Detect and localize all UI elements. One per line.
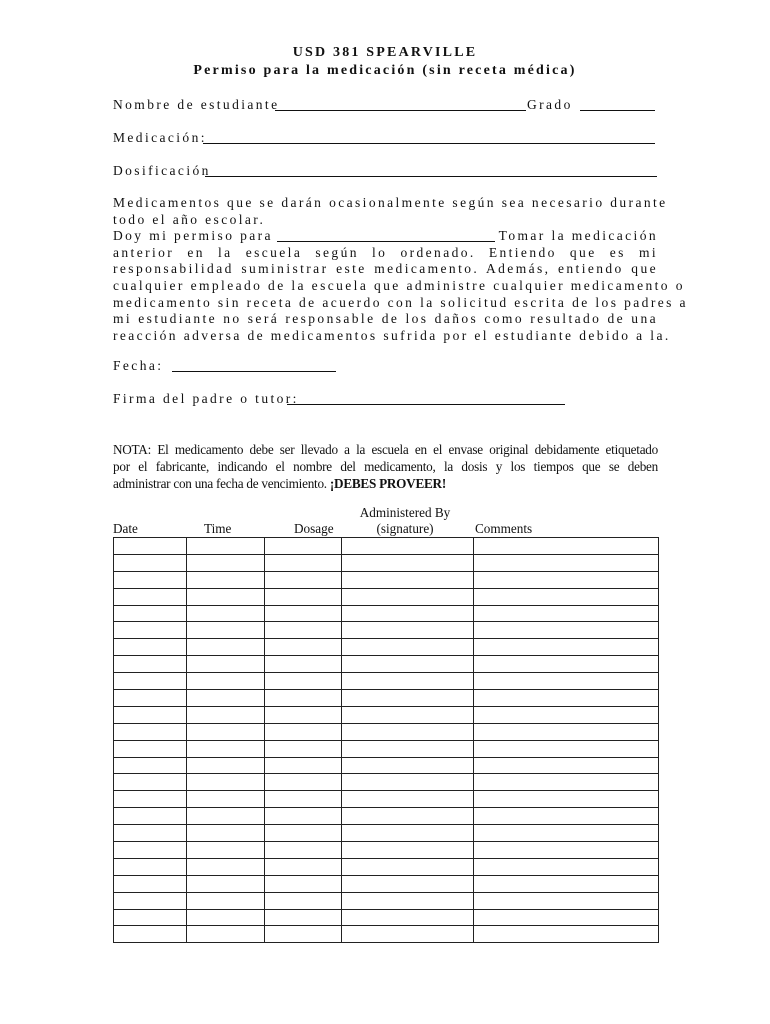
medication-field[interactable]	[203, 143, 655, 144]
nota-line-last	[113, 475, 658, 492]
time-cell[interactable]	[187, 690, 265, 707]
table-row	[114, 791, 659, 808]
district-title: USD 381 SPEARVILLE	[292, 45, 478, 60]
time-cell[interactable]	[187, 842, 265, 859]
time-cell[interactable]	[187, 538, 265, 555]
time-cell[interactable]	[187, 588, 265, 605]
date-label: Fecha:	[113, 358, 164, 373]
table-row	[114, 706, 659, 723]
date-cell[interactable]	[114, 842, 187, 859]
dosage-cell[interactable]	[265, 554, 342, 571]
dosage-label: Dosificación	[113, 163, 211, 178]
dosage-cell[interactable]	[265, 875, 342, 892]
paragraph-line: Medicamentos que se darán ocasionalmente según sea necesario durante	[113, 195, 668, 210]
administered-by-cell[interactable]	[342, 673, 474, 690]
permission-name-field[interactable]	[277, 228, 495, 242]
permission-text-b: Tomar la medicación	[498, 228, 658, 244]
comments-cell[interactable]	[474, 554, 659, 571]
date-cell[interactable]	[114, 673, 187, 690]
nota-notice	[113, 441, 658, 492]
nota-line-text: administrar con una fecha de vencimiento.	[113, 476, 327, 491]
dosage-field[interactable]	[205, 176, 657, 177]
student-name-label: Nombre de estudiante	[113, 97, 280, 112]
date-cell[interactable]	[114, 656, 187, 673]
administered-by-cell[interactable]	[342, 926, 474, 943]
table-row	[114, 673, 659, 690]
comments-cell[interactable]	[474, 808, 659, 825]
time-cell[interactable]	[187, 706, 265, 723]
dosage-cell[interactable]	[265, 858, 342, 875]
table-row	[114, 588, 659, 605]
time-cell[interactable]	[187, 892, 265, 909]
table-row	[114, 858, 659, 875]
administered-by-cell[interactable]	[342, 554, 474, 571]
paragraph-line: responsabilidad suministrar este medicamento. Además, entiendo que	[113, 261, 658, 277]
dosage-cell[interactable]	[265, 808, 342, 825]
comments-cell[interactable]	[474, 740, 659, 757]
comments-cell[interactable]	[474, 757, 659, 774]
administered-by-cell[interactable]	[342, 892, 474, 909]
date-cell[interactable]	[114, 605, 187, 622]
date-cell[interactable]	[114, 706, 187, 723]
dosage-cell[interactable]	[265, 622, 342, 639]
date-cell[interactable]	[114, 588, 187, 605]
comments-cell[interactable]	[474, 858, 659, 875]
date-cell[interactable]	[114, 740, 187, 757]
time-cell[interactable]	[187, 825, 265, 842]
grade-label: Grado	[527, 97, 573, 112]
dosage-cell[interactable]	[265, 842, 342, 859]
time-cell[interactable]	[187, 656, 265, 673]
table-row	[114, 892, 659, 909]
time-cell[interactable]	[187, 554, 265, 571]
header-time: Time	[204, 521, 232, 536]
administered-by-cell[interactable]	[342, 639, 474, 656]
comments-cell[interactable]	[474, 791, 659, 808]
paragraph-line: medicamento sin receta de acuerdo con la solicitud escrita de los padres a	[113, 294, 688, 310]
comments-cell[interactable]	[474, 538, 659, 555]
paragraph-line: todo el año escolar.	[113, 211, 266, 227]
administered-by-cell[interactable]	[342, 538, 474, 555]
form-header	[0, 44, 770, 80]
comments-cell[interactable]	[474, 588, 659, 605]
table-row	[114, 622, 659, 639]
table-row	[114, 774, 659, 791]
date-cell[interactable]	[114, 909, 187, 926]
dosage-cell[interactable]	[265, 791, 342, 808]
date-cell[interactable]	[114, 808, 187, 825]
administered-by-cell[interactable]	[342, 825, 474, 842]
grade-field[interactable]	[580, 110, 655, 111]
date-cell[interactable]	[114, 791, 187, 808]
dosage-cell[interactable]	[265, 892, 342, 909]
comments-cell[interactable]	[474, 926, 659, 943]
table-row	[114, 571, 659, 588]
comments-cell[interactable]	[474, 690, 659, 707]
time-cell[interactable]	[187, 571, 265, 588]
dosage-cell[interactable]	[265, 639, 342, 656]
table-row	[114, 639, 659, 656]
table-row	[114, 605, 659, 622]
date-field[interactable]	[172, 371, 336, 372]
dosage-cell[interactable]	[265, 571, 342, 588]
table-row	[114, 538, 659, 555]
administered-by-cell[interactable]	[342, 622, 474, 639]
dosage-cell[interactable]	[265, 926, 342, 943]
comments-cell[interactable]	[474, 892, 659, 909]
date-cell[interactable]	[114, 538, 187, 555]
signature-field[interactable]	[287, 404, 565, 405]
date-cell[interactable]	[114, 825, 187, 842]
table-row	[114, 909, 659, 926]
dosage-cell[interactable]	[265, 774, 342, 791]
dosage-cell[interactable]	[265, 706, 342, 723]
header-administered-line1: Administered By	[359, 505, 451, 520]
administered-by-cell[interactable]	[342, 791, 474, 808]
dosage-cell[interactable]	[265, 723, 342, 740]
header-dosage: Dosage	[294, 521, 334, 536]
table-row	[114, 842, 659, 859]
table-row	[114, 757, 659, 774]
comments-cell[interactable]	[474, 706, 659, 723]
comments-cell[interactable]	[474, 622, 659, 639]
administered-by-cell[interactable]	[342, 656, 474, 673]
time-cell[interactable]	[187, 639, 265, 656]
administered-by-cell[interactable]	[342, 571, 474, 588]
permission-paragraph	[113, 195, 688, 344]
comments-cell[interactable]	[474, 825, 659, 842]
comments-cell[interactable]	[474, 605, 659, 622]
medication-log-table	[113, 537, 659, 943]
administered-by-cell[interactable]	[342, 740, 474, 757]
date-cell[interactable]	[114, 926, 187, 943]
paragraph-line-permission	[113, 228, 658, 245]
permission-text-a: Doy mi permiso para	[113, 228, 273, 244]
administered-by-cell[interactable]	[342, 588, 474, 605]
time-cell[interactable]	[187, 791, 265, 808]
nota-line: NOTA: El medicamento debe ser llevado a la escuela en el envase original debidamente etiquetado	[113, 442, 658, 457]
date-cell[interactable]	[114, 757, 187, 774]
header-administered-by	[341, 505, 469, 537]
time-cell[interactable]	[187, 909, 265, 926]
time-cell[interactable]	[187, 858, 265, 875]
time-cell[interactable]	[187, 605, 265, 622]
comments-cell[interactable]	[474, 875, 659, 892]
time-cell[interactable]	[187, 622, 265, 639]
comments-cell[interactable]	[474, 774, 659, 791]
time-cell[interactable]	[187, 757, 265, 774]
header-comments: Comments	[475, 521, 533, 536]
comments-cell[interactable]	[474, 656, 659, 673]
date-cell[interactable]	[114, 892, 187, 909]
dosage-cell[interactable]	[265, 538, 342, 555]
form-subtitle: Permiso para la medicación (sin receta médica)	[193, 63, 577, 78]
dosage-cell[interactable]	[265, 825, 342, 842]
time-cell[interactable]	[187, 740, 265, 757]
log-table-body	[114, 538, 659, 943]
date-cell[interactable]	[114, 571, 187, 588]
dosage-cell[interactable]	[265, 605, 342, 622]
administered-by-cell[interactable]	[342, 706, 474, 723]
date-cell[interactable]	[114, 622, 187, 639]
administered-by-cell[interactable]	[342, 774, 474, 791]
date-cell[interactable]	[114, 554, 187, 571]
log-table-header	[113, 503, 658, 537]
time-cell[interactable]	[187, 926, 265, 943]
dosage-cell[interactable]	[265, 909, 342, 926]
dosage-cell[interactable]	[265, 588, 342, 605]
comments-cell[interactable]	[474, 909, 659, 926]
comments-cell[interactable]	[474, 723, 659, 740]
comments-cell[interactable]	[474, 842, 659, 859]
comments-cell[interactable]	[474, 571, 659, 588]
date-cell[interactable]	[114, 774, 187, 791]
table-row	[114, 690, 659, 707]
administered-by-cell[interactable]	[342, 605, 474, 622]
administered-by-cell[interactable]	[342, 723, 474, 740]
date-cell[interactable]	[114, 690, 187, 707]
table-row	[114, 740, 659, 757]
dosage-cell[interactable]	[265, 656, 342, 673]
administered-by-cell[interactable]	[342, 909, 474, 926]
paragraph-line: cualquier empleado de la escuela que administre cualquier medicamento o	[113, 277, 685, 293]
comments-cell[interactable]	[474, 639, 659, 656]
paragraph-line: anterior en la escuela según lo ordenado. Entiendo que es mi	[113, 244, 658, 260]
time-cell[interactable]	[187, 673, 265, 690]
administered-by-cell[interactable]	[342, 875, 474, 892]
dosage-cell[interactable]	[265, 690, 342, 707]
nota-emphasis: ¡DEBES PROVEER!	[329, 476, 446, 491]
student-name-field[interactable]	[275, 110, 526, 111]
table-row	[114, 808, 659, 825]
time-cell[interactable]	[187, 774, 265, 791]
table-row	[114, 875, 659, 892]
time-cell[interactable]	[187, 808, 265, 825]
table-row	[114, 656, 659, 673]
dosage-cell[interactable]	[265, 757, 342, 774]
administered-by-cell[interactable]	[342, 690, 474, 707]
paragraph-line: mi estudiante no será responsable de los daños como resultado de una	[113, 311, 658, 327]
table-row	[114, 825, 659, 842]
administered-by-cell[interactable]	[342, 808, 474, 825]
header-administered-line2: (signature)	[376, 521, 434, 536]
administered-by-cell[interactable]	[342, 842, 474, 859]
signature-label: Firma del padre o tutor:	[113, 391, 299, 406]
medication-label: Medicación:	[113, 130, 207, 145]
administered-by-cell[interactable]	[342, 858, 474, 875]
comments-cell[interactable]	[474, 673, 659, 690]
paragraph-line: reacción adversa de medicamentos sufrida por el estudiante debido a la.	[113, 327, 671, 343]
dosage-cell[interactable]	[265, 740, 342, 757]
table-row	[114, 554, 659, 571]
date-cell[interactable]	[114, 875, 187, 892]
date-cell[interactable]	[114, 723, 187, 740]
table-row	[114, 926, 659, 943]
dosage-cell[interactable]	[265, 673, 342, 690]
time-cell[interactable]	[187, 875, 265, 892]
time-cell[interactable]	[187, 723, 265, 740]
administered-by-cell[interactable]	[342, 757, 474, 774]
date-cell[interactable]	[114, 639, 187, 656]
table-row	[114, 723, 659, 740]
nota-line: por el fabricante, indicando el nombre del medicamento, la dosis y los tiempos que se deben	[113, 459, 658, 474]
header-date: Date	[113, 521, 138, 536]
date-cell[interactable]	[114, 858, 187, 875]
